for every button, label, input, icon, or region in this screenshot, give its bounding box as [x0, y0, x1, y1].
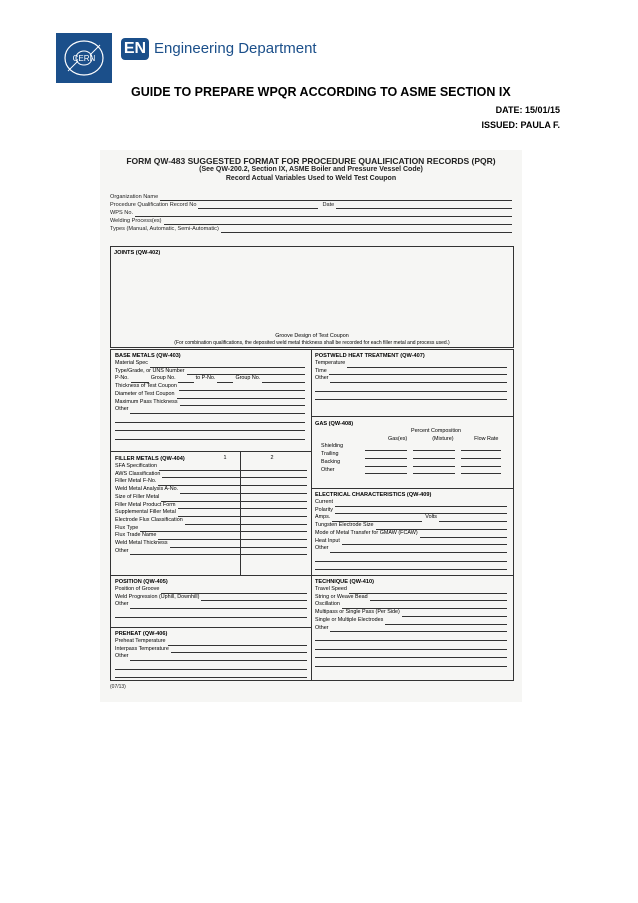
supplemental-label: Supplemental Filler Metal [115, 509, 176, 516]
f-no-label: Filler Metal F-No. [115, 478, 157, 485]
gas-title: GAS (QW-408) [315, 421, 354, 427]
electrodes-label: Single or Multiple Electrodes [315, 616, 384, 623]
filler-size-label: Size of Filler Metal [115, 493, 160, 500]
welding-process-label: Welding Process(es) [110, 218, 162, 224]
flux-type-label: Flux Type [115, 524, 139, 531]
pwht-other-label: Other [315, 375, 329, 382]
weld-progression-label: Weld Progression (Uphill, Downhill) [115, 593, 200, 600]
gas-section [315, 420, 507, 474]
en-badge: EN [121, 38, 149, 60]
filler-col-1: 1 [223, 455, 227, 462]
form-title: FORM QW-483 SUGGESTED FORMAT FOR PROCEDURE QUALIFICATION RECORDS (PQR) [126, 156, 496, 166]
filler-metals-section [115, 455, 307, 555]
electrical-title: ELECTRICAL CHARACTERISTICS (QW-409) [315, 492, 432, 498]
pqr-no-label: Procedure Qualification Record No [110, 202, 197, 208]
groove-caption: Groove Design of Test Coupon [275, 333, 349, 339]
filler-other-label: Other [115, 547, 129, 554]
variables-grid [110, 349, 514, 681]
preheat-title: PREHEAT (QW-406) [115, 631, 168, 637]
document-date: DATE: 15/01/15 [495, 105, 560, 115]
transfer-mode-label: Mode of Metal Transfer for GMAW (FCAW) [315, 529, 418, 536]
pwht-section [315, 352, 507, 400]
svg-text:CERN: CERN [72, 54, 96, 63]
diameter-label: Diameter of Test Coupon [115, 390, 175, 397]
joints-title: JOINTS (QW-402) [114, 250, 161, 256]
polarity-label: Polarity [315, 506, 333, 513]
form-subtitle: (See QW-200.2, Section IX, ASME Boiler and Pressure Vessel Code) [199, 166, 423, 173]
product-form-label: Filler Metal Product Form [115, 501, 176, 508]
a-no-label: Weld Metal Analysis A-No. [115, 486, 179, 493]
electrical-section [315, 491, 507, 570]
gas-other-label: Other [321, 466, 335, 473]
form-instruction: Record Actual Variables Used to Weld Test Coupon [225, 174, 397, 182]
type-grade-label: Type/Grade, or UNS Number [115, 367, 185, 374]
gas-backing-label: Backing [321, 458, 341, 465]
groove-position-label: Position of Groove [115, 586, 160, 592]
combination-note: (For combination qualifications, the deposited weld metal thickness shall be recorded for each filler metal and process used.) [174, 340, 450, 346]
position-section [115, 578, 307, 618]
document-title: GUIDE TO PREPARE WPQR ACCORDING TO ASME SECTION IX [131, 85, 511, 99]
aws-class-label: AWS Classification [115, 470, 161, 477]
types-label: Types (Manual, Automatic, Semi-Automatic) [110, 226, 219, 232]
max-pass-label: Maximum Pass Thickness [115, 398, 178, 405]
joints-section [110, 246, 514, 348]
group-no-label: Group No. [150, 375, 176, 382]
oscillation-label: Oscillation [315, 601, 340, 608]
position-title: POSITION (QW-405) [115, 579, 168, 585]
form-revision-code: (07/13) [110, 684, 126, 690]
technique-section [315, 578, 507, 667]
group-no-2-label: Group No. [235, 375, 261, 382]
gas-trailing-label: Trailing [321, 451, 339, 458]
heat-input-label: Heat Input [315, 537, 340, 544]
technique-other-label: Other [315, 624, 329, 631]
preheat-temp-label: Preheat Temperature [115, 638, 166, 644]
date-label: Date [322, 202, 335, 208]
amps-label: Amps. [315, 514, 331, 521]
cern-logo [56, 33, 112, 83]
base-other-label: Other [115, 406, 129, 413]
preheat-section [115, 630, 307, 678]
pwht-time-label: Time [315, 367, 327, 374]
bead-label: String or Weave Bead [315, 593, 368, 600]
organization-block [110, 193, 512, 233]
gas-col-flow: Flow Rate [474, 435, 499, 442]
p-no-label: P-No. [115, 375, 129, 382]
base-metals-section [115, 352, 305, 440]
material-spec-label: Material Spec [115, 360, 148, 366]
gas-percent-heading: Percent Composition [410, 428, 462, 434]
base-metals-title: BASE METALS (QW-403) [115, 353, 181, 359]
pwht-title: POSTWELD HEAT TREATMENT (QW-407) [315, 353, 425, 359]
flux-class-label: Electrode Flux Classification [115, 516, 183, 523]
sfa-spec-label: SFA Specification [115, 463, 157, 469]
travel-speed-label: Travel Speed [315, 586, 347, 592]
document-issuer: ISSUED: PAULA F. [481, 120, 560, 130]
pqr-form [110, 156, 512, 233]
volts-label: Volts [425, 514, 437, 521]
thickness-label: Thickness of Test Coupon [115, 383, 177, 390]
wps-no-label: WPS No. [110, 210, 134, 216]
technique-title: TECHNIQUE (QW-410) [315, 579, 374, 585]
gas-col-mixture: (Mixture) [432, 435, 454, 442]
multipass-label: Multipass or Single Pass (Per Side) [315, 609, 400, 616]
position-other-label: Other [115, 601, 129, 608]
filler-title: FILLER METALS (QW-404) [115, 456, 185, 462]
weld-thickness-label: Weld Metal Thickness [115, 540, 168, 547]
electrical-other-label: Other [315, 545, 329, 552]
gas-col-gases: Gas(es) [388, 435, 408, 442]
filler-col-2: 2 [270, 455, 274, 462]
gas-shielding-label: Shielding [321, 443, 344, 450]
to-p-no-label: to P-No. [195, 375, 216, 382]
current-label: Current [315, 499, 333, 505]
preheat-other-label: Other [115, 653, 129, 660]
interpass-temp-label: Interpass Temperature [115, 645, 169, 652]
tungsten-label: Tungsten Electrode Size [315, 522, 374, 529]
org-name-label: Organization Name [110, 194, 159, 200]
pwht-temperature-label: Temperature [315, 360, 346, 366]
department-name: Engineering Department [154, 40, 317, 57]
flux-trade-label: Flux Trade Name [115, 532, 157, 539]
